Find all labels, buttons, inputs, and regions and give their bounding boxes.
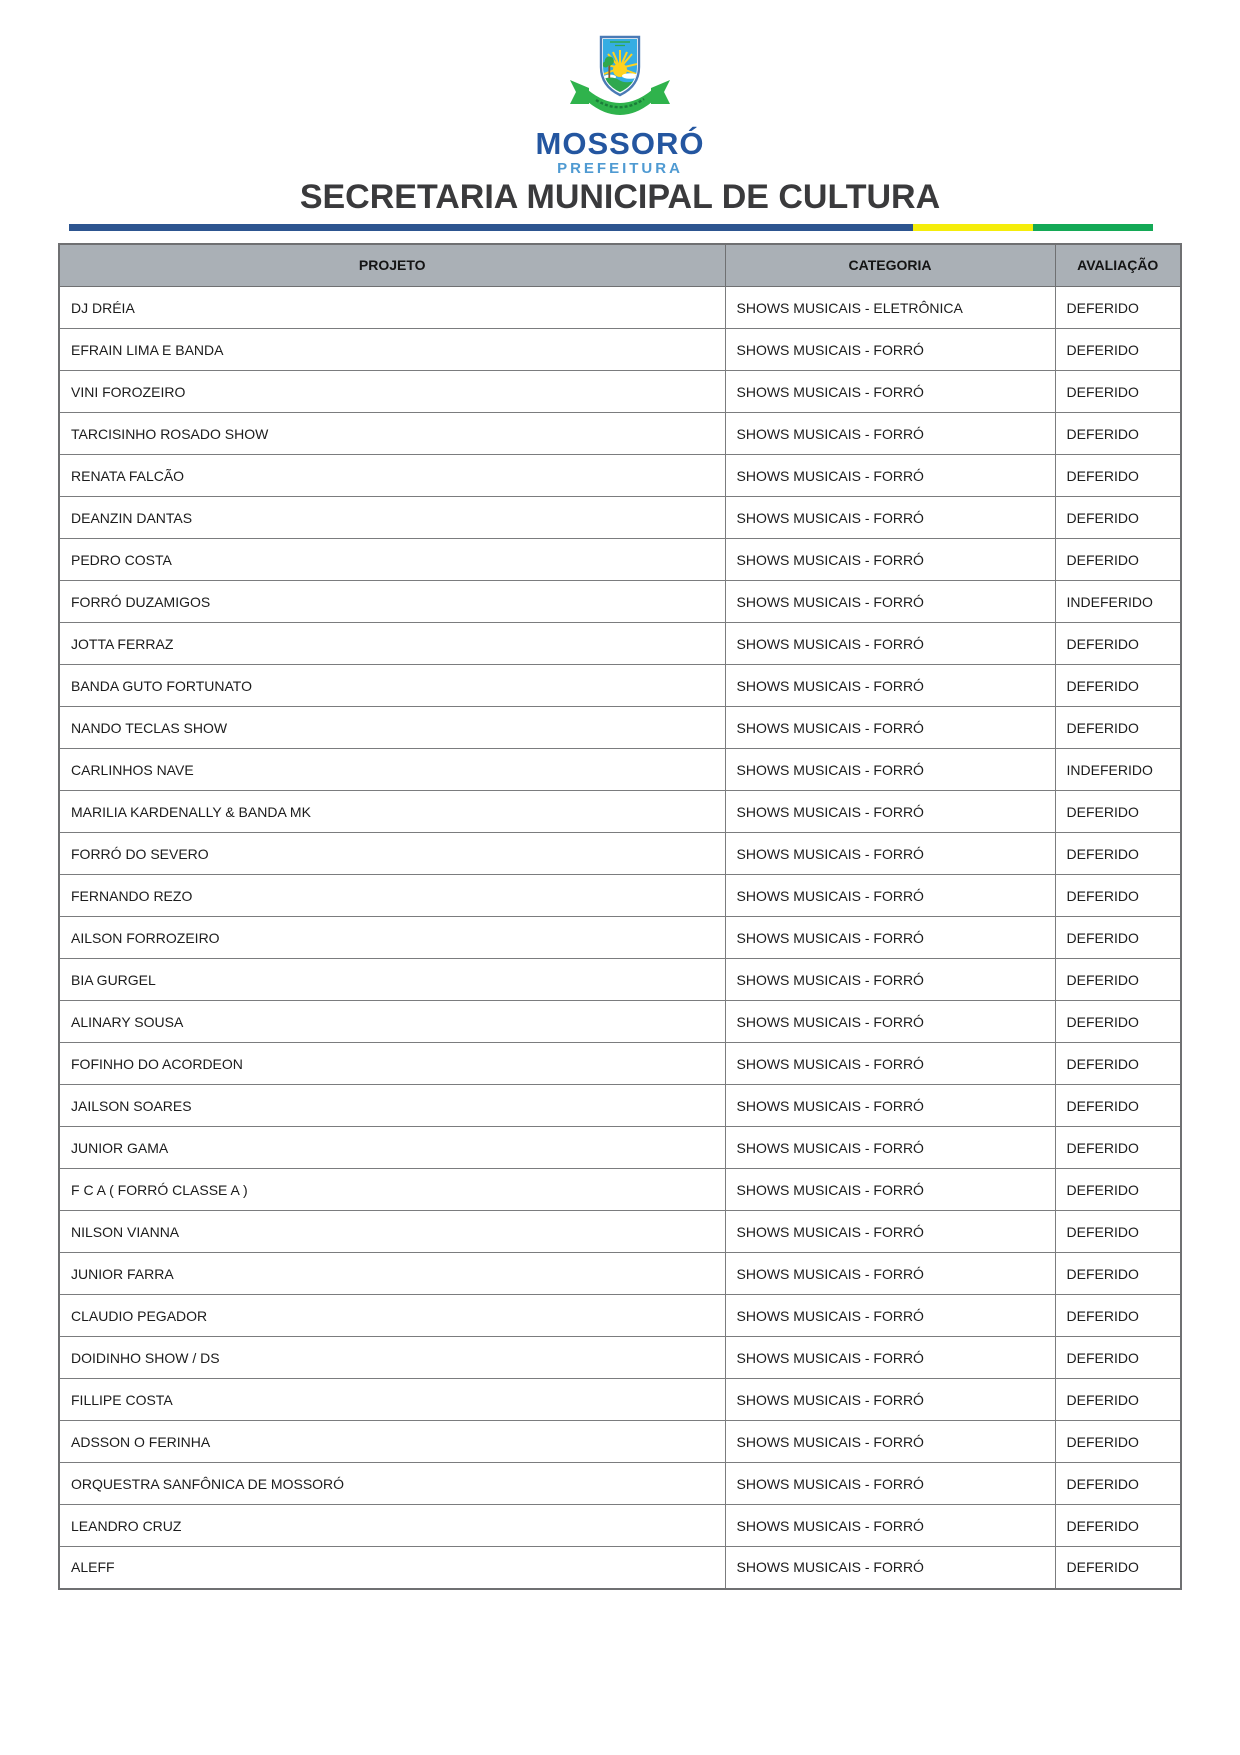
cell-categoria: SHOWS MUSICAIS - FORRÓ	[725, 791, 1055, 833]
cell-categoria: SHOWS MUSICAIS - FORRÓ	[725, 581, 1055, 623]
cell-avaliacao: DEFERIDO	[1055, 1463, 1181, 1505]
cell-categoria: SHOWS MUSICAIS - FORRÓ	[725, 1253, 1055, 1295]
cell-projeto: JAILSON SOARES	[59, 1085, 725, 1127]
table-row	[59, 1169, 1181, 1211]
cell-categoria: SHOWS MUSICAIS - FORRÓ	[725, 1169, 1055, 1211]
cell-projeto: PEDRO COSTA	[59, 539, 725, 581]
document-header	[0, 0, 1240, 231]
cell-categoria: SHOWS MUSICAIS - FORRÓ	[725, 413, 1055, 455]
cell-projeto: EFRAIN LIMA E BANDA	[59, 329, 725, 371]
table-row	[59, 1127, 1181, 1169]
cell-categoria: SHOWS MUSICAIS - FORRÓ	[725, 1505, 1055, 1547]
table-row	[59, 623, 1181, 665]
cell-avaliacao: DEFERIDO	[1055, 1421, 1181, 1463]
divider-green-segment	[1033, 224, 1153, 231]
cell-avaliacao: DEFERIDO	[1055, 1085, 1181, 1127]
cell-projeto: RENATA FALCÃO	[59, 455, 725, 497]
cell-categoria: SHOWS MUSICAIS - FORRÓ	[725, 1337, 1055, 1379]
projects-table	[58, 243, 1182, 1590]
cell-avaliacao: DEFERIDO	[1055, 497, 1181, 539]
cell-projeto: NILSON VIANNA	[59, 1211, 725, 1253]
page-title: SECRETARIA MUNICIPAL DE CULTURA	[299, 178, 941, 216]
cell-avaliacao: DEFERIDO	[1055, 791, 1181, 833]
cell-categoria: SHOWS MUSICAIS - FORRÓ	[725, 623, 1055, 665]
cell-avaliacao: DEFERIDO	[1055, 329, 1181, 371]
cell-categoria: SHOWS MUSICAIS - FORRÓ	[725, 917, 1055, 959]
cell-avaliacao: DEFERIDO	[1055, 959, 1181, 1001]
cell-avaliacao: DEFERIDO	[1055, 287, 1181, 329]
cell-avaliacao: DEFERIDO	[1055, 1505, 1181, 1547]
divider-yellow-segment	[913, 224, 1033, 231]
mossoro-coat-of-arms-icon	[558, 30, 682, 130]
cell-projeto: JUNIOR FARRA	[59, 1253, 725, 1295]
cell-projeto: FERNANDO REZO	[59, 875, 725, 917]
column-header-categoria: CATEGORIA	[725, 244, 1055, 287]
cell-avaliacao: DEFERIDO	[1055, 1001, 1181, 1043]
cell-avaliacao: DEFERIDO	[1055, 1337, 1181, 1379]
table-row	[59, 1211, 1181, 1253]
cell-categoria: SHOWS MUSICAIS - FORRÓ	[725, 749, 1055, 791]
cell-projeto: FORRÓ DUZAMIGOS	[59, 581, 725, 623]
table-row	[59, 1337, 1181, 1379]
cell-projeto: TARCISINHO ROSADO SHOW	[59, 413, 725, 455]
cell-projeto: DJ DRÉIA	[59, 287, 725, 329]
table-row	[59, 665, 1181, 707]
table-row	[59, 1295, 1181, 1337]
table-row	[59, 875, 1181, 917]
table-row	[59, 1253, 1181, 1295]
cell-avaliacao: DEFERIDO	[1055, 1295, 1181, 1337]
cell-projeto: F C A ( FORRÓ CLASSE A )	[59, 1169, 725, 1211]
cell-projeto: ORQUESTRA SANFÔNICA DE MOSSORÓ	[59, 1463, 725, 1505]
cell-projeto: NANDO TECLAS SHOW	[59, 707, 725, 749]
column-header-projeto: PROJETO	[59, 244, 725, 287]
cell-categoria: SHOWS MUSICAIS - FORRÓ	[725, 497, 1055, 539]
cell-categoria: SHOWS MUSICAIS - FORRÓ	[725, 1127, 1055, 1169]
brand-name: MOSSORÓ	[535, 126, 705, 161]
cell-categoria: SHOWS MUSICAIS - FORRÓ	[725, 1547, 1055, 1589]
table-row	[59, 413, 1181, 455]
cell-categoria: SHOWS MUSICAIS - FORRÓ	[725, 875, 1055, 917]
cell-projeto: JOTTA FERRAZ	[59, 623, 725, 665]
table-row	[59, 455, 1181, 497]
table-row	[59, 497, 1181, 539]
cell-projeto: ALINARY SOUSA	[59, 1001, 725, 1043]
table-row	[59, 539, 1181, 581]
brand-subtitle: PREFEITURA	[557, 160, 683, 177]
table-row	[59, 1421, 1181, 1463]
cell-projeto: DEANZIN DANTAS	[59, 497, 725, 539]
table-row	[59, 1463, 1181, 1505]
table-row	[59, 1505, 1181, 1547]
cell-avaliacao: DEFERIDO	[1055, 539, 1181, 581]
cell-projeto: BIA GURGEL	[59, 959, 725, 1001]
table-row	[59, 1085, 1181, 1127]
table-row	[59, 707, 1181, 749]
cell-avaliacao: DEFERIDO	[1055, 707, 1181, 749]
cell-categoria: SHOWS MUSICAIS - FORRÓ	[725, 833, 1055, 875]
cell-projeto: CLAUDIO PEGADOR	[59, 1295, 725, 1337]
cell-avaliacao: DEFERIDO	[1055, 1043, 1181, 1085]
column-header-avaliacao: AVALIAÇÃO	[1055, 244, 1181, 287]
table-header-row	[59, 244, 1181, 287]
cell-categoria: SHOWS MUSICAIS - FORRÓ	[725, 1211, 1055, 1253]
cell-avaliacao: DEFERIDO	[1055, 917, 1181, 959]
cell-projeto: FORRÓ DO SEVERO	[59, 833, 725, 875]
table-row	[59, 833, 1181, 875]
cell-projeto: LEANDRO CRUZ	[59, 1505, 725, 1547]
cell-categoria: SHOWS MUSICAIS - FORRÓ	[725, 1043, 1055, 1085]
cell-avaliacao: DEFERIDO	[1055, 371, 1181, 413]
table-row	[59, 581, 1181, 623]
cell-projeto: FOFINHO DO ACORDEON	[59, 1043, 725, 1085]
table-row	[59, 329, 1181, 371]
cell-avaliacao: DEFERIDO	[1055, 833, 1181, 875]
cell-avaliacao: DEFERIDO	[1055, 1211, 1181, 1253]
cell-avaliacao: INDEFERIDO	[1055, 749, 1181, 791]
table-row	[59, 1379, 1181, 1421]
cell-avaliacao: DEFERIDO	[1055, 455, 1181, 497]
cell-categoria: SHOWS MUSICAIS - FORRÓ	[725, 455, 1055, 497]
cell-projeto: JUNIOR GAMA	[59, 1127, 725, 1169]
cell-avaliacao: DEFERIDO	[1055, 875, 1181, 917]
cell-avaliacao: DEFERIDO	[1055, 665, 1181, 707]
table-row	[59, 791, 1181, 833]
cell-categoria: SHOWS MUSICAIS - FORRÓ	[725, 707, 1055, 749]
table-row	[59, 749, 1181, 791]
cell-projeto: DOIDINHO SHOW / DS	[59, 1337, 725, 1379]
table-row	[59, 917, 1181, 959]
table-row	[59, 1001, 1181, 1043]
cell-categoria: SHOWS MUSICAIS - FORRÓ	[725, 1421, 1055, 1463]
cell-projeto: AILSON FORROZEIRO	[59, 917, 725, 959]
cell-avaliacao: DEFERIDO	[1055, 623, 1181, 665]
cell-avaliacao: DEFERIDO	[1055, 1547, 1181, 1589]
cell-avaliacao: INDEFERIDO	[1055, 581, 1181, 623]
cell-avaliacao: DEFERIDO	[1055, 1379, 1181, 1421]
cell-projeto: VINI FOROZEIRO	[59, 371, 725, 413]
table-row	[59, 959, 1181, 1001]
table-row	[59, 1547, 1181, 1589]
cell-categoria: SHOWS MUSICAIS - FORRÓ	[725, 1085, 1055, 1127]
cell-categoria: SHOWS MUSICAIS - FORRÓ	[725, 1463, 1055, 1505]
cell-projeto: CARLINHOS NAVE	[59, 749, 725, 791]
cell-categoria: SHOWS MUSICAIS - FORRÓ	[725, 539, 1055, 581]
cell-categoria: SHOWS MUSICAIS - FORRÓ	[725, 1001, 1055, 1043]
cell-categoria: SHOWS MUSICAIS - ELETRÔNICA	[725, 287, 1055, 329]
cell-avaliacao: DEFERIDO	[1055, 1169, 1181, 1211]
cell-avaliacao: DEFERIDO	[1055, 413, 1181, 455]
cell-categoria: SHOWS MUSICAIS - FORRÓ	[725, 1295, 1055, 1337]
table-row	[59, 371, 1181, 413]
cell-avaliacao: DEFERIDO	[1055, 1127, 1181, 1169]
cell-categoria: SHOWS MUSICAIS - FORRÓ	[725, 329, 1055, 371]
cell-projeto: ADSSON O FERINHA	[59, 1421, 725, 1463]
table-row	[59, 1043, 1181, 1085]
tricolor-divider	[69, 224, 1153, 231]
cell-categoria: SHOWS MUSICAIS - FORRÓ	[725, 371, 1055, 413]
cell-avaliacao: DEFERIDO	[1055, 1253, 1181, 1295]
cell-categoria: SHOWS MUSICAIS - FORRÓ	[725, 665, 1055, 707]
cell-projeto: FILLIPE COSTA	[59, 1379, 725, 1421]
table-row	[59, 287, 1181, 329]
cell-projeto: MARILIA KARDENALLY & BANDA MK	[59, 791, 725, 833]
cell-projeto: BANDA GUTO FORTUNATO	[59, 665, 725, 707]
cell-categoria: SHOWS MUSICAIS - FORRÓ	[725, 959, 1055, 1001]
divider-blue-segment	[69, 224, 913, 231]
cell-projeto: ALEFF	[59, 1547, 725, 1589]
cell-categoria: SHOWS MUSICAIS - FORRÓ	[725, 1379, 1055, 1421]
